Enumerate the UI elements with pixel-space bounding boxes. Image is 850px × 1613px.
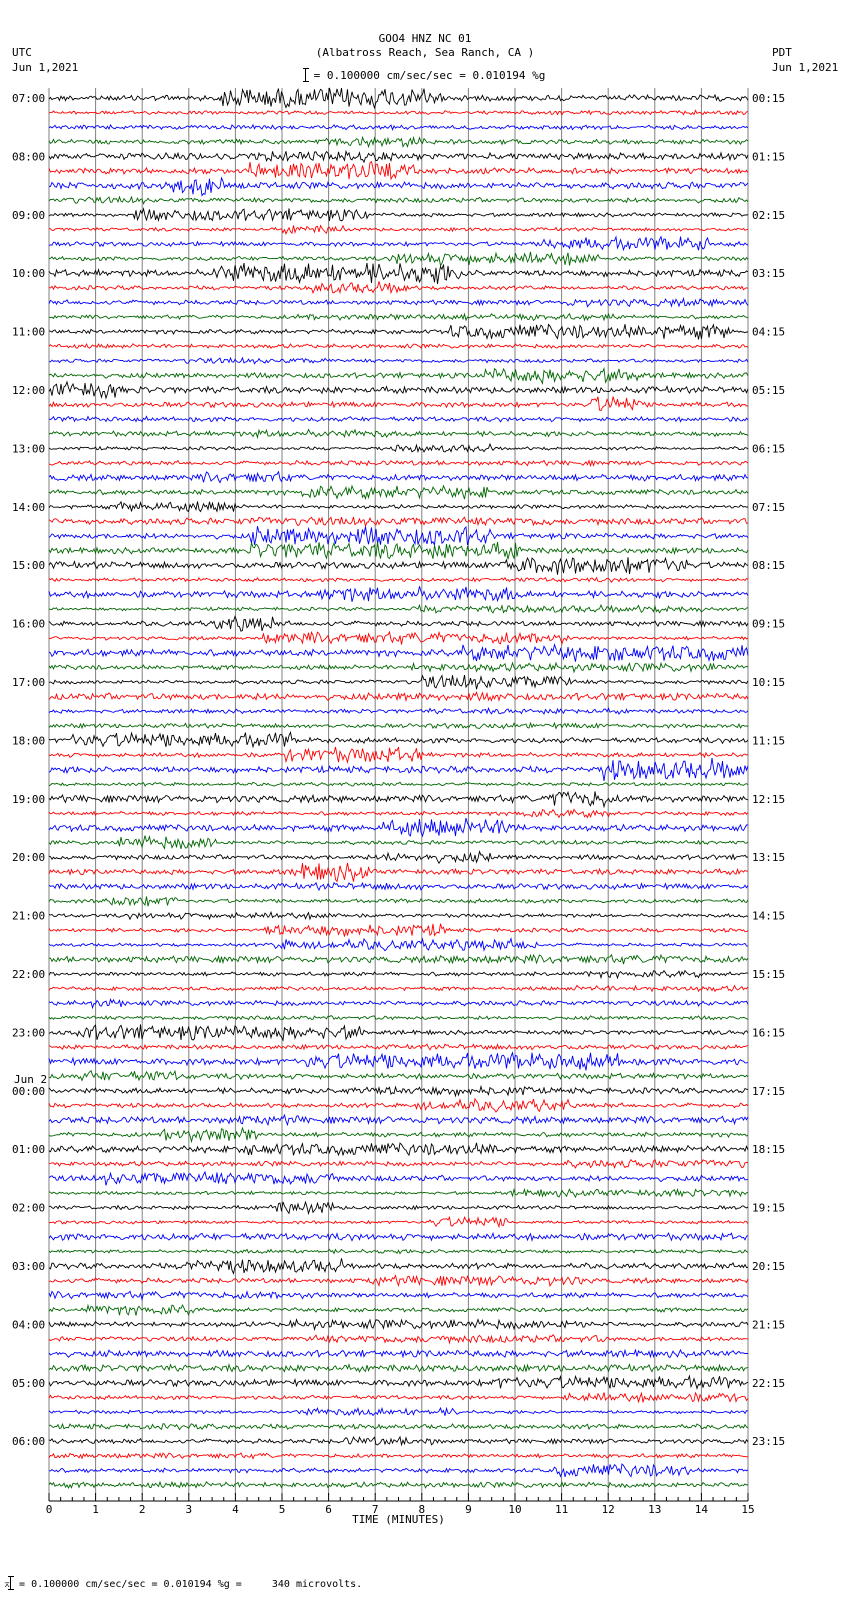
- x-tick-label: 9: [465, 1503, 472, 1516]
- x-tick-label: 3: [185, 1503, 193, 1516]
- seismic-trace: [49, 1189, 748, 1197]
- right-hour-label: 10:15: [752, 676, 786, 689]
- seismic-trace: [49, 460, 748, 465]
- right-hour-label: 15:15: [752, 968, 786, 981]
- seismic-trace: [49, 1087, 748, 1096]
- seismic-trace: [49, 110, 748, 114]
- x-tick-label: 1: [92, 1503, 99, 1516]
- seismic-trace: [49, 1482, 748, 1488]
- left-hour-label: 17:00: [12, 676, 46, 689]
- right-hour-label: 03:15: [752, 267, 786, 281]
- seismic-trace: [49, 809, 748, 817]
- seismic-trace: [49, 178, 748, 196]
- seismic-trace: [49, 1044, 748, 1050]
- left-hour-label: 02:00: [12, 1201, 46, 1215]
- right-hour-label: 00:15: [752, 92, 786, 105]
- left-hour-label: 06:00: [12, 1435, 46, 1449]
- seismic-trace: [49, 197, 748, 204]
- right-hour-label: 16:15: [752, 1026, 786, 1040]
- seismic-trace: [49, 782, 748, 786]
- seismic-trace: [49, 1424, 748, 1430]
- right-date: Jun 1,2021: [772, 61, 839, 74]
- left-hour-label: 14:00: [12, 500, 46, 514]
- seismic-trace: [49, 1393, 748, 1403]
- left-hour-label: 05:00: [12, 1376, 46, 1390]
- right-timezone: PDT: [772, 46, 792, 59]
- seismic-trace: [49, 999, 748, 1007]
- seismic-trace: [49, 369, 748, 384]
- right-hour-label: 05:15: [752, 384, 786, 397]
- seismic-trace: [49, 444, 748, 452]
- right-hour-label: 08:15: [752, 559, 786, 573]
- x-tick-label: 5: [278, 1503, 286, 1516]
- right-hour-label: 04:15: [752, 325, 786, 339]
- seismic-trace: [49, 883, 748, 890]
- seismic-trace: [49, 382, 748, 398]
- left-hour-label: 22:00: [12, 968, 46, 981]
- seismic-trace: [49, 1320, 748, 1330]
- footer-scale: [4, 1576, 362, 1590]
- right-hour-label: 18:15: [752, 1143, 786, 1157]
- right-hour-label: 09:15: [752, 617, 786, 631]
- seismic-trace: [49, 430, 748, 438]
- x-tick-label: 2: [138, 1503, 146, 1516]
- footer-scale-bar-icon: [10, 1576, 17, 1590]
- x-tick-label: 11: [554, 1503, 569, 1516]
- seismic-trace: [49, 939, 748, 951]
- seismic-trace: [49, 299, 748, 307]
- seismic-trace: [49, 1217, 748, 1226]
- seismic-trace: [49, 502, 748, 512]
- seismic-trace: [49, 1258, 748, 1273]
- seismic-trace: [49, 1453, 748, 1459]
- seismic-trace: [49, 88, 748, 108]
- seismic-trace: [49, 472, 748, 483]
- right-hour-label: 19:15: [752, 1201, 786, 1215]
- chart-title: GOO4 HNZ NC 01: [378, 32, 472, 45]
- right-hour-label: 11:15: [752, 734, 786, 748]
- seismic-trace: [49, 985, 748, 991]
- left-hour-label: 13:00: [12, 442, 46, 456]
- seismic-trace: [49, 586, 748, 602]
- x-tick-label: 6: [325, 1503, 332, 1516]
- date-change-label: Jun 2: [14, 1072, 48, 1086]
- seismic-trace: [49, 791, 748, 806]
- x-axis-label: TIME (MINUTES): [352, 1513, 445, 1526]
- seismic-trace: [49, 1276, 748, 1286]
- right-hour-label: 23:15: [752, 1435, 786, 1449]
- seismic-trace: [49, 578, 748, 583]
- seismic-trace: [49, 1350, 748, 1357]
- seismic-trace: [49, 605, 748, 613]
- seismic-trace: [49, 912, 748, 919]
- seismic-trace: [49, 1160, 748, 1168]
- seismic-trace: [49, 1053, 748, 1071]
- seismic-trace: [49, 863, 748, 882]
- right-hour-label: 14:15: [752, 909, 786, 923]
- right-hour-label: 22:15: [752, 1376, 786, 1390]
- seismic-trace: [49, 542, 748, 559]
- seismic-trace: [49, 617, 748, 632]
- seismic-trace: [49, 237, 748, 251]
- left-hour-label: 23:00: [12, 1026, 46, 1040]
- seismic-trace: [49, 557, 748, 574]
- seismic-trace: [49, 836, 748, 849]
- seismic-trace: [49, 1202, 748, 1214]
- right-hour-label: 02:15: [752, 208, 786, 222]
- left-hour-label: 03:00: [12, 1260, 46, 1273]
- right-hour-label: 01:15: [752, 150, 786, 164]
- x-tick-label: 4: [232, 1503, 239, 1516]
- left-hour-label: 00:00: [12, 1084, 46, 1098]
- seismic-trace: [49, 486, 748, 499]
- seismic-trace: [49, 1016, 748, 1020]
- seismic-trace: [49, 723, 748, 729]
- left-date: Jun 1,2021: [12, 61, 79, 74]
- station-location: (Albatross Reach, Sea Ranch, CA ): [315, 46, 535, 59]
- x-tick-label: 13: [648, 1503, 662, 1516]
- seismic-trace: [49, 1128, 748, 1142]
- scale-text: = 0.100000 cm/sec/sec = 0.010194 %g: [313, 69, 546, 82]
- left-hour-label: 09:00: [12, 208, 46, 222]
- x-tick-label: 0: [45, 1503, 53, 1516]
- seismic-trace: [49, 1291, 748, 1299]
- seismic-trace: [49, 1233, 748, 1241]
- left-hour-label: 11:00: [12, 325, 46, 339]
- footer-marker: ⌅: [4, 1579, 11, 1590]
- right-hour-label: 12:15: [752, 792, 786, 806]
- left-hour-label: 21:00: [12, 909, 46, 923]
- left-hour-label: 01:00: [12, 1143, 46, 1157]
- seismic-trace: [49, 675, 748, 689]
- seismic-trace: [49, 1365, 748, 1372]
- right-hour-label: 13:15: [752, 851, 786, 865]
- seismic-trace: [49, 632, 748, 645]
- seismic-trace: [49, 344, 748, 349]
- x-tick-label: 10: [508, 1503, 522, 1516]
- seismic-trace: [49, 955, 748, 964]
- seismic-trace: [49, 924, 748, 937]
- right-hour-label: 17:15: [752, 1084, 786, 1098]
- seismic-trace: [49, 1464, 748, 1477]
- seismic-trace: [49, 1071, 748, 1081]
- seismic-trace: [49, 314, 748, 321]
- right-hour-label: 07:15: [752, 500, 786, 514]
- seismic-trace: [49, 708, 748, 714]
- seismic-trace: [49, 1437, 748, 1445]
- left-hour-label: 04:00: [12, 1318, 46, 1332]
- x-tick-label: 12: [601, 1503, 615, 1516]
- seismic-trace: [49, 1335, 748, 1343]
- seismic-trace: [49, 151, 748, 162]
- seismic-trace: [49, 732, 748, 747]
- left-hour-label: 20:00: [12, 851, 46, 865]
- x-tick-label: 7: [371, 1503, 379, 1516]
- left-hour-label: 16:00: [12, 617, 46, 631]
- right-hour-label: 06:15: [752, 442, 786, 456]
- seismic-trace: [49, 137, 748, 146]
- right-hour-label: 20:15: [752, 1260, 786, 1273]
- seismic-trace: [49, 645, 748, 662]
- seismic-trace: [49, 971, 748, 978]
- seismic-trace: [49, 417, 748, 422]
- left-hour-label: 19:00: [12, 792, 46, 806]
- seismic-trace: [49, 281, 748, 293]
- seismic-trace: [49, 358, 748, 364]
- seismic-trace: [49, 692, 748, 700]
- seismic-trace: [49, 758, 748, 781]
- seismic-trace: [49, 226, 748, 234]
- seismic-trace: [49, 1305, 748, 1316]
- seismic-trace: [49, 1172, 748, 1185]
- seismic-trace: [49, 1024, 748, 1040]
- left-hour-label: 07:00: [12, 92, 46, 105]
- right-hour-label: 21:15: [752, 1318, 786, 1332]
- seismic-trace: [49, 517, 748, 526]
- seismic-trace: [49, 1408, 748, 1416]
- seismic-trace: [49, 526, 748, 545]
- seismic-trace: [49, 1099, 748, 1112]
- x-tick-label: 8: [418, 1503, 426, 1516]
- x-tick-label: 14: [694, 1503, 709, 1516]
- left-hour-label: 12:00: [12, 384, 46, 397]
- left-hour-label: 18:00: [12, 734, 46, 748]
- seismic-trace: [49, 208, 748, 220]
- left-hour-label: 15:00: [12, 559, 46, 573]
- seismic-trace: [49, 125, 748, 130]
- seismic-trace: [49, 747, 748, 762]
- seismic-trace: [49, 1376, 748, 1388]
- seismic-trace: [49, 1249, 748, 1253]
- x-tick-label: 15: [741, 1503, 755, 1516]
- seismic-trace: [49, 818, 748, 836]
- seismic-trace: [49, 263, 748, 284]
- seismic-trace: [49, 252, 748, 266]
- seismic-trace: [49, 397, 748, 411]
- seismic-trace: [49, 852, 748, 864]
- seismic-trace: [49, 663, 748, 672]
- footer-text: = 0.100000 cm/sec/sec = 0.010194 %g = 340 microvolts.: [19, 1579, 363, 1590]
- seismic-trace: [49, 896, 748, 906]
- left-hour-label: 10:00: [12, 267, 46, 281]
- seismic-trace: [49, 1143, 748, 1156]
- left-timezone: UTC: [12, 46, 32, 59]
- left-hour-label: 08:00: [12, 150, 46, 164]
- seismic-trace: [49, 162, 748, 180]
- seismic-trace: [49, 324, 748, 339]
- seismic-trace: [49, 1115, 748, 1125]
